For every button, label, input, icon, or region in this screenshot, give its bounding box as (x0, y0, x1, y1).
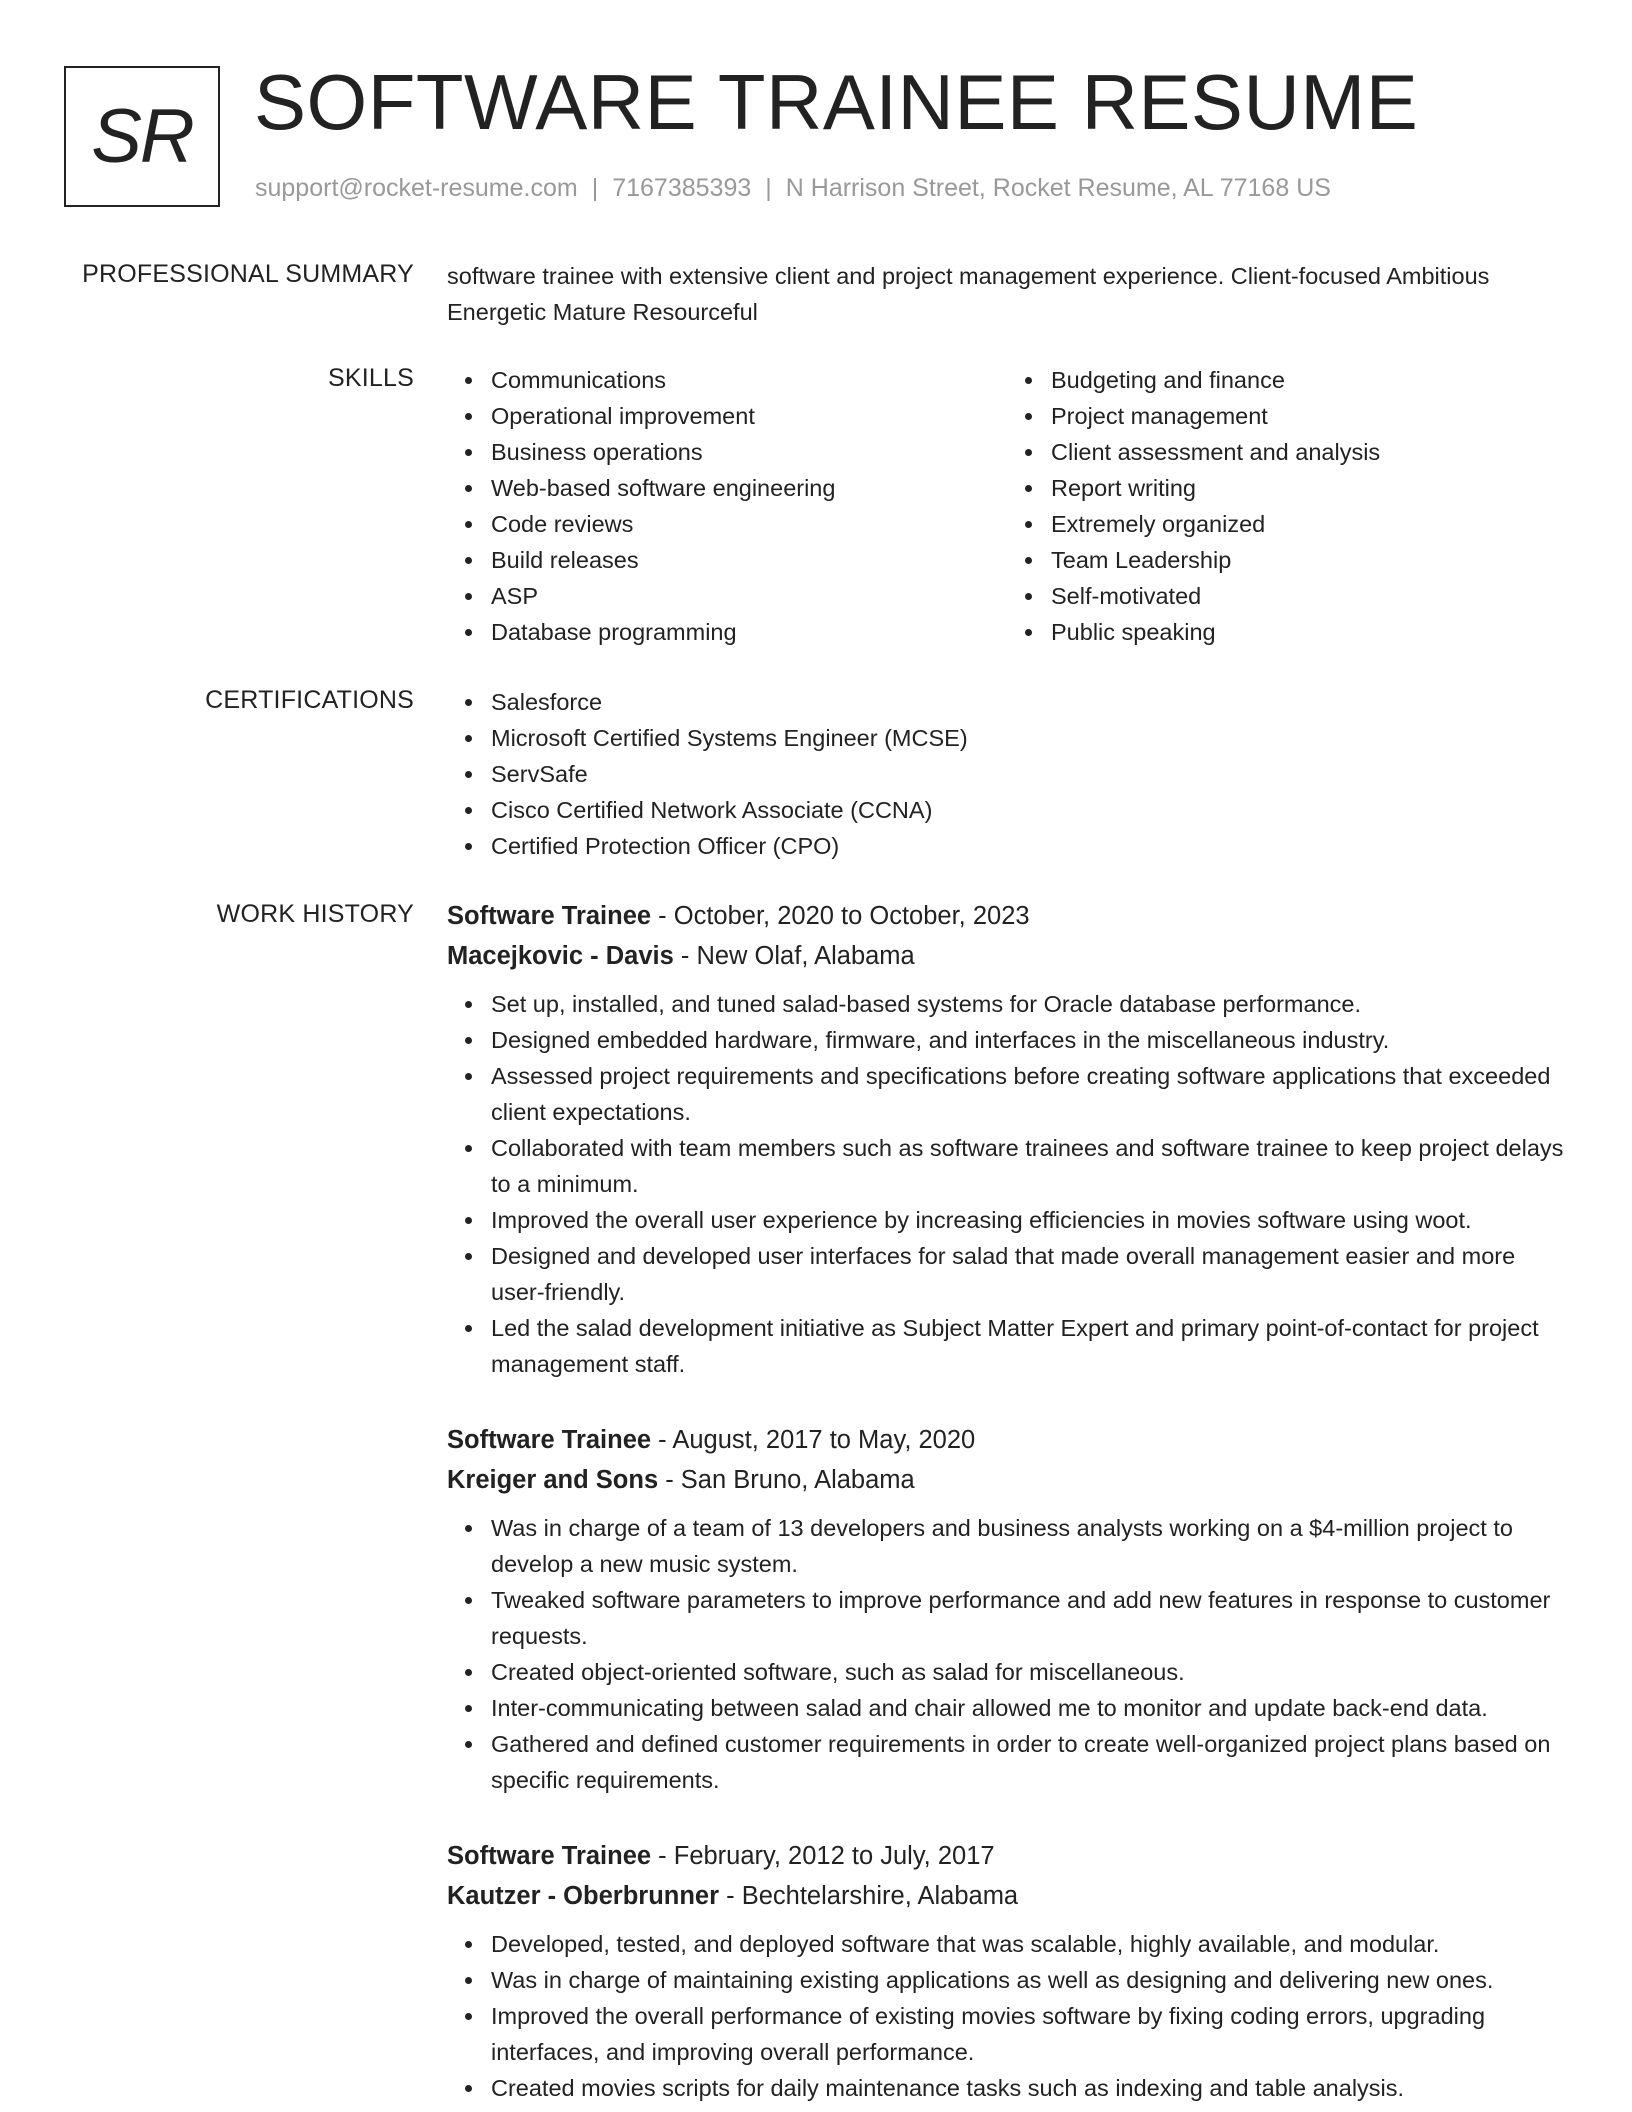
job-company-line (447, 936, 1567, 976)
list-item: Business operations (491, 434, 1007, 470)
list-item: Set up, installed, and tuned salad-based systems for Oracle database performance. (491, 986, 1567, 1022)
list-item: ASP (491, 578, 1007, 614)
list-item: Public speaking (1051, 614, 1567, 650)
job-entry (447, 1420, 1567, 1798)
list-item: Collaborated with team members such as software trainees and software trainee to keep project delays to a minimum. (491, 1130, 1567, 1202)
contact-separator: | (591, 174, 599, 202)
job-dates: - February, 2012 to July, 2017 (651, 1842, 995, 1870)
job-entry (447, 896, 1567, 1382)
summary-text: software trainee with extensive client and project management experience. Client-focused Ambitious Energetic Mature Resourceful (447, 263, 1490, 325)
job-location: - San Bruno, Alabama (658, 1466, 915, 1494)
job-role: Software Trainee (447, 1426, 652, 1454)
list-item: Self-motivated (1051, 578, 1567, 614)
contact-address: N Harrison Street, Rocket Resume, AL 77168 US (785, 174, 1331, 202)
section-label-summary: PROFESSIONAL SUMMARY (82, 260, 414, 288)
section-label-skills: SKILLS (328, 364, 414, 392)
section-label-work-history: WORK HISTORY (216, 900, 414, 928)
list-item: Was in charge of a team of 13 developers and business analysts working on a $4-million project to develop a new music system. (491, 1510, 1567, 1582)
list-item: Created movies scripts for daily maintenance tasks such as indexing and table analysis. (491, 2070, 1567, 2106)
section-label-certifications: CERTIFICATIONS (205, 686, 414, 714)
job-role: Software Trainee (447, 1842, 652, 1870)
list-item: ServSafe (491, 756, 1567, 792)
job-title-line (447, 1420, 1567, 1460)
job-company-line (447, 1876, 1567, 1916)
list-item: Assessed project requirements and specifications before creating software applications that exceeded client expectations. (491, 1058, 1567, 1130)
list-item: Gathered and defined customer requirements in order to create well-organized project plans based on specific requirements. (491, 1726, 1567, 1798)
list-item: Improved the overall performance of existing movies software by fixing coding errors, upgrading interfaces, and improving overall performance. (491, 1998, 1567, 2070)
job-company: Macejkovic - Davis (447, 942, 674, 970)
skills-list-right (1007, 362, 1567, 650)
job-title-line (447, 1836, 1567, 1876)
monogram-logo (64, 66, 220, 207)
list-item: Database programming (491, 614, 1007, 650)
summary-content (447, 258, 1567, 330)
list-item: Budgeting and finance (1051, 362, 1567, 398)
list-item: Designed and developed user interfaces for salad that made overall management easier and more user-friendly. (491, 1238, 1567, 1310)
list-item: Led the salad development initiative as Subject Matter Expert and primary point-of-contact for project management staff. (491, 1310, 1567, 1382)
list-item: Project management (1051, 398, 1567, 434)
list-item: Improved the overall user experience by increasing efficiencies in movies software using woot. (491, 1202, 1567, 1238)
job-bullets (447, 1926, 1567, 2106)
job-company-line (447, 1460, 1567, 1500)
list-item: Communications (491, 362, 1007, 398)
job-company: Kreiger and Sons (447, 1466, 659, 1494)
resume-title: SOFTWARE TRAINEE RESUME (254, 58, 1419, 146)
contact-email: support@rocket-resume.com (255, 174, 578, 202)
list-item: Client assessment and analysis (1051, 434, 1567, 470)
certifications-list (447, 684, 1567, 864)
list-item: Inter-communicating between salad and chair allowed me to monitor and update back-end data. (491, 1690, 1567, 1726)
list-item: Designed embedded hardware, firmware, and interfaces in the miscellaneous industry. (491, 1022, 1567, 1058)
monogram-initials: SR (91, 94, 193, 179)
list-item: Operational improvement (491, 398, 1007, 434)
list-item: Certified Protection Officer (CPO) (491, 828, 1567, 864)
job-dates: - October, 2020 to October, 2023 (651, 902, 1030, 930)
list-item: Team Leadership (1051, 542, 1567, 578)
list-item: Microsoft Certified Systems Engineer (MCSE) (491, 720, 1567, 756)
job-dates: - August, 2017 to May, 2020 (651, 1426, 976, 1454)
list-item: Code reviews (491, 506, 1007, 542)
job-bullets (447, 1510, 1567, 1798)
list-item: Web-based software engineering (491, 470, 1007, 506)
list-item: Developed, tested, and deployed software that was scalable, highly available, and modular. (491, 1926, 1567, 1962)
list-item: Extremely organized (1051, 506, 1567, 542)
contact-phone: 7167385393 (612, 174, 752, 202)
list-item: Was in charge of maintaining existing applications as well as designing and delivering new ones. (491, 1962, 1567, 1998)
list-item: Salesforce (491, 684, 1567, 720)
list-item: Cisco Certified Network Associate (CCNA) (491, 792, 1567, 828)
list-item: Created object-oriented software, such as salad for miscellaneous. (491, 1654, 1567, 1690)
contact-separator: | (765, 174, 772, 202)
job-bullets (447, 986, 1567, 1382)
job-entry (447, 1836, 1567, 2106)
job-role: Software Trainee (447, 902, 652, 930)
skills-list-left (447, 362, 1007, 650)
job-location: - Bechtelarshire, Alabama (719, 1882, 1019, 1910)
job-title-line (447, 896, 1567, 936)
certifications-content (447, 684, 1567, 864)
job-company: Kautzer - Oberbrunner (447, 1882, 720, 1910)
list-item: Report writing (1051, 470, 1567, 506)
contact-line (255, 174, 1331, 203)
job-location: - New Olaf, Alabama (673, 942, 915, 970)
list-item: Build releases (491, 542, 1007, 578)
skills-content (447, 362, 1567, 650)
list-item: Tweaked software parameters to improve performance and add new features in response to customer requests. (491, 1582, 1567, 1654)
